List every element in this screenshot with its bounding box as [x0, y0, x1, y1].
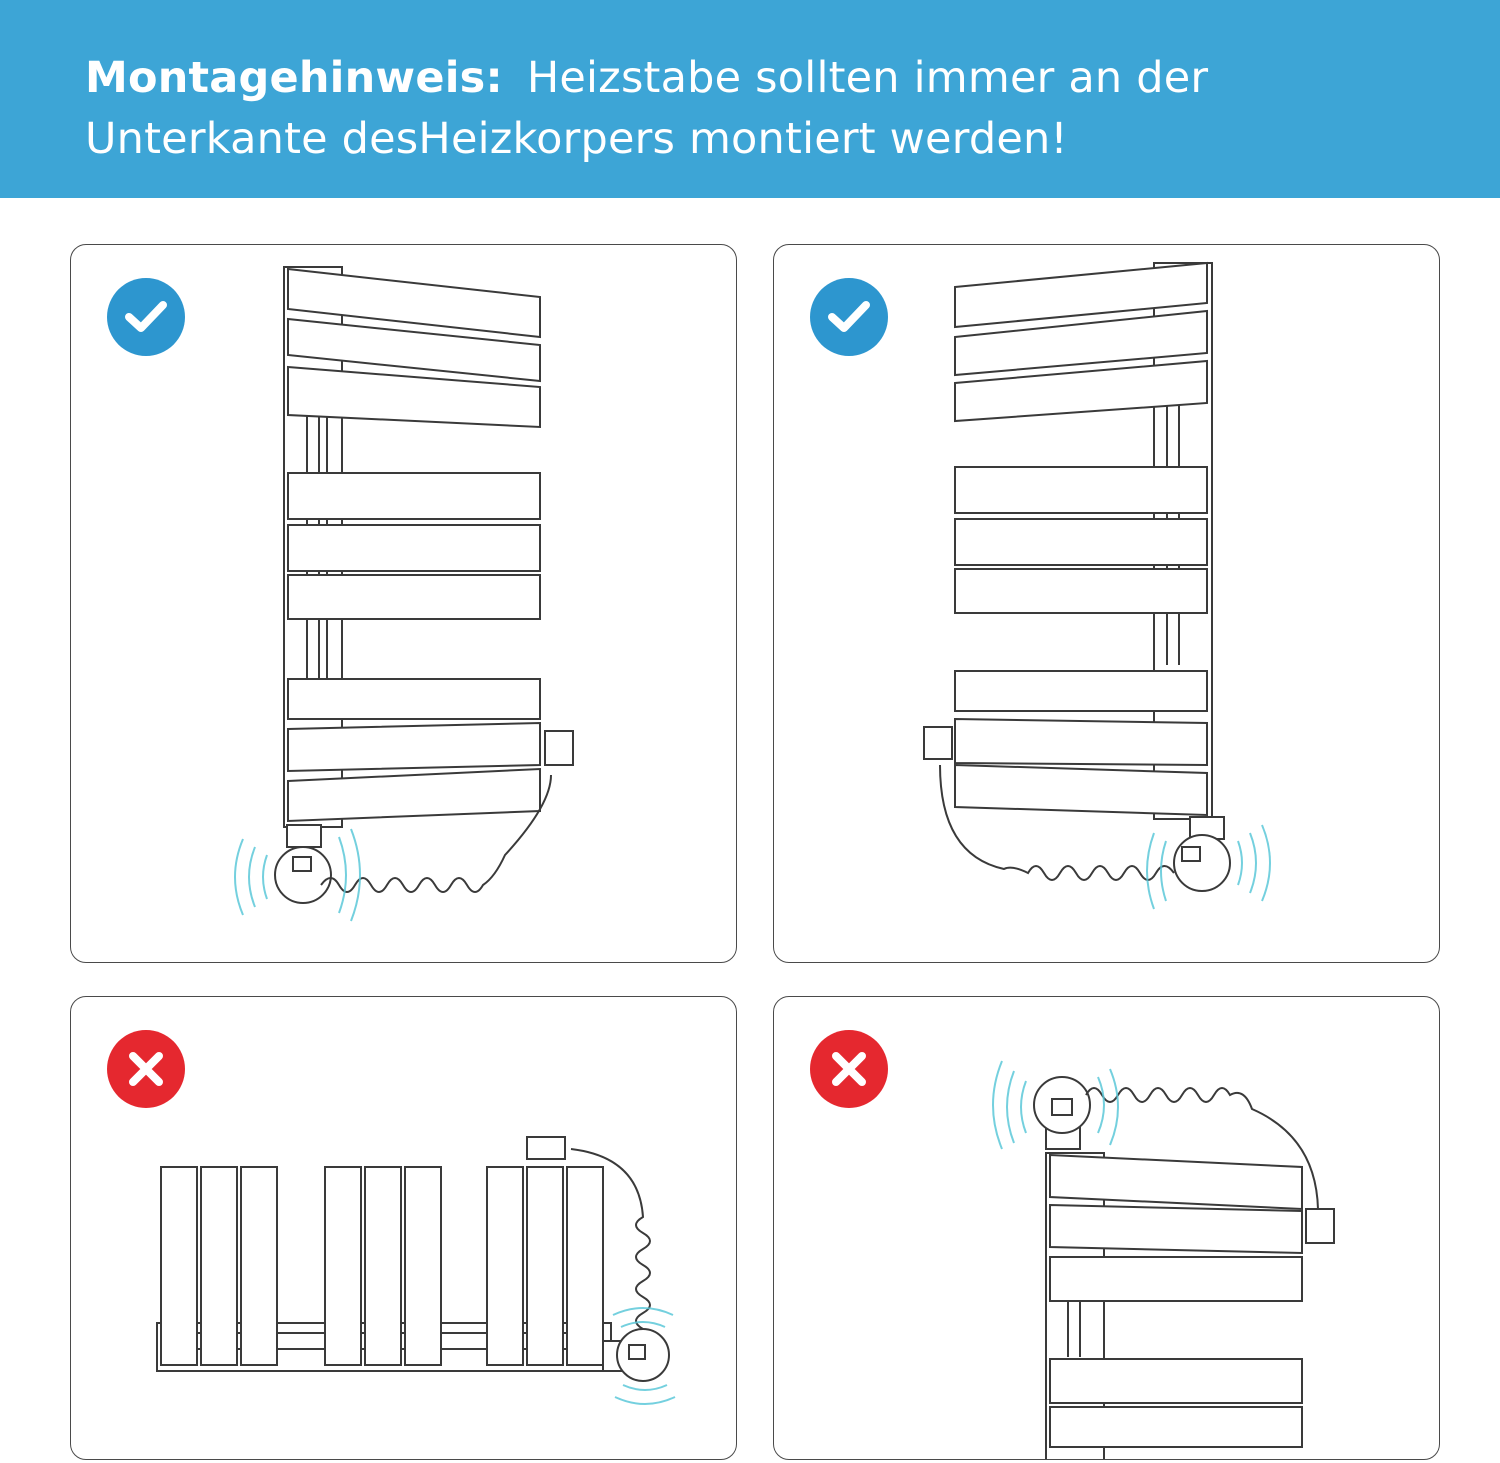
banner-line-2: Unterkante desHeizkorpers montiert werden!: [85, 114, 1068, 164]
checkmark-badge: [810, 278, 888, 356]
banner-text-1: Heizstabe sollten immer an der: [526, 53, 1209, 103]
cross-badge: [107, 1030, 185, 1108]
header-banner: [0, 0, 1500, 198]
cross-icon: [127, 1050, 165, 1088]
banner-label: Montagehinweis:: [85, 53, 503, 103]
panel-correct-bottom-left: [70, 244, 737, 963]
cross-badge: [810, 1030, 888, 1108]
banner-line-1: [85, 48, 1500, 109]
panel-incorrect-top: [773, 996, 1440, 1460]
cross-icon: [830, 1050, 868, 1088]
panel-incorrect-horizontal: [70, 996, 737, 1460]
checkmark-badge: [107, 278, 185, 356]
radiator-illustration: [774, 245, 1440, 963]
checkmark-icon: [827, 300, 871, 334]
panel-correct-bottom-right: [773, 244, 1440, 963]
radiator-illustration: [71, 245, 737, 963]
checkmark-icon: [124, 300, 168, 334]
